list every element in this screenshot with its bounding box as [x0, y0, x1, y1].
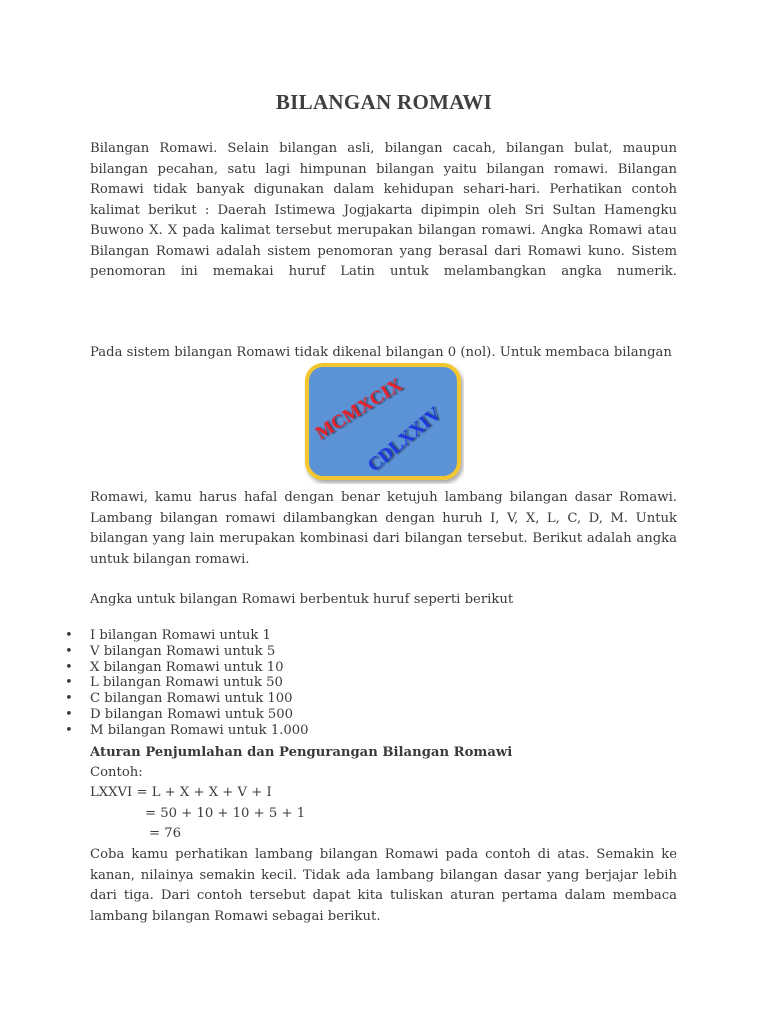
intro-paragraph: Bilangan Romawi. Selain bilangan asli, bilangan cacah, bilangan bulat, maupun bilangan pecahan, satu lagi himpunan bilangan yaitu bilangan romawi. Bilangan Romawi tidak banyak digunakan dalam kehidupan sehari-hari. Perhatikan contoh kalimat berikut : Daerah Istimewa Jogjakarta dipimpin oleh Sri Sultan Hamengku Buwono X. X pada kalimat tersebut merupakan bilangan romawi. Angka Romawi atau Bilangan Romawi adalah sistem penomoran yang berasal dari Romawi kuno. Sistem penomoran ini memakai huruf Latin untuk melambangkan angka numerik.	[90, 141, 677, 279]
example-label: Contoh:	[90, 765, 143, 780]
list-item: • M bilangan Romawi untuk 1.000	[90, 723, 309, 739]
equation-line-1: LXXVI = L + X + X + V + I	[90, 785, 272, 800]
section-heading: Aturan Penjumlahan dan Pengurangan Bilangan Romawi	[90, 745, 513, 760]
list-item: • X bilangan Romawi untuk 10	[90, 660, 309, 676]
symbols-paragraph: Romawi, kamu harus hafal dengan benar ketujuh lambang bilangan dasar Romawi. Lambang bilangan romawi dilambangkan dengan huruh I, V, X, L, C, D, M. Untuk bilangan yang lain merupakan kombinasi dari bilangan tersebut. Berikut adalah angka untuk bilangan romawi.	[90, 490, 677, 567]
roman-numeral-image	[304, 362, 464, 484]
list-intro-paragraph: Angka untuk bilangan Romawi berbentuk huruf seperti berikut	[90, 592, 514, 607]
equation-line-3: = 76	[149, 826, 182, 841]
rule-paragraph: Coba kamu perhatikan lambang bilangan Romawi pada contoh di atas. Semakin ke kanan, nilainya semakin kecil. Tidak ada lambang bilangan dasar yang berjajar lebih dari tiga. Dari contoh tersebut dapat kita tuliskan aturan pertama dalam membaca lambang bilangan Romawi sebagai berikut.	[90, 847, 677, 924]
badge-text-cdlxxiv: CDLXXIV	[363, 403, 446, 477]
roman-numeral-badge-graphic	[304, 362, 464, 484]
roman-numeral-list	[90, 628, 309, 739]
page-title: BILANGAN ROMAWI	[275, 90, 493, 114]
equation-line-2: = 50 + 10 + 10 + 5 + 1	[145, 806, 306, 821]
list-item: • I bilangan Romawi untuk 1	[90, 628, 309, 644]
list-item: • C bilangan Romawi untuk 100	[90, 691, 309, 707]
list-item: • D bilangan Romawi untuk 500	[90, 707, 309, 723]
list-item: • L bilangan Romawi untuk 50	[90, 675, 309, 691]
zero-paragraph: Pada sistem bilangan Romawi tidak dikenal bilangan 0 (nol). Untuk membaca bilangan	[90, 345, 672, 360]
list-item: • V bilangan Romawi untuk 5	[90, 644, 309, 660]
badge-text-mcmxcix: MCMXCIX	[311, 374, 407, 445]
